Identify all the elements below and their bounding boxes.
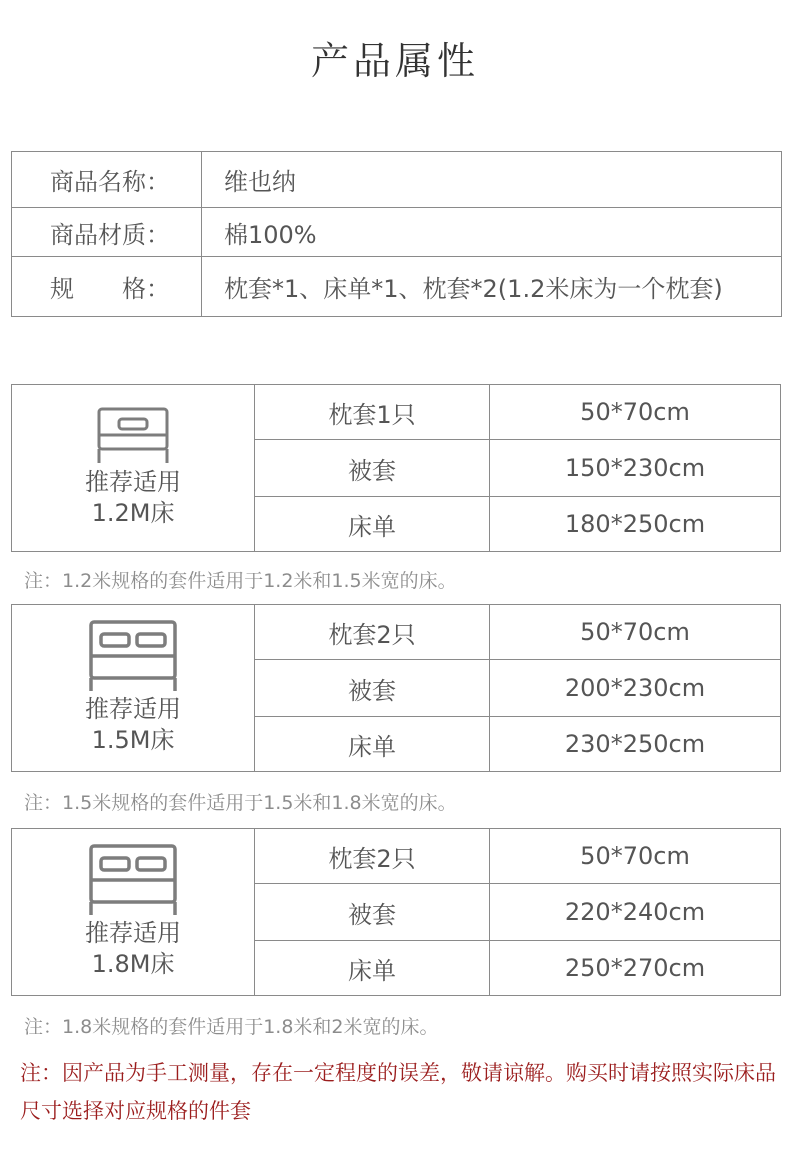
- item-dimension: 150*230cm: [490, 440, 781, 497]
- page-title: 产品属性: [310, 39, 479, 83]
- item-dimension: 230*250cm: [490, 717, 781, 772]
- item-dimension: 200*230cm: [490, 660, 781, 717]
- bed-size-label: 1.5M床: [91, 726, 175, 754]
- spec-note: 注：1.8米规格的套件适用于1.8米和2米宽的床。: [24, 1016, 439, 1038]
- attribute-row: [12, 208, 782, 257]
- spec-table: [11, 828, 781, 996]
- double-bed-icon: [87, 620, 179, 694]
- spec-block-1-2m: [11, 384, 781, 552]
- item-name: 被套: [255, 440, 490, 497]
- recommend-label: 推荐适用: [85, 919, 181, 947]
- attribute-key: 商品名称：: [12, 152, 202, 208]
- double-bed-icon: [87, 844, 179, 918]
- bed-cell: [12, 829, 255, 996]
- item-name: 枕套2只: [255, 605, 490, 660]
- recommend-label: 推荐适用: [85, 695, 181, 723]
- attribute-key: 商品材质：: [12, 208, 202, 257]
- item-dimension: 180*250cm: [490, 497, 781, 552]
- attribute-table: [11, 151, 782, 317]
- spec-block-1-5m: [11, 604, 781, 772]
- item-dimension: 50*70cm: [490, 605, 781, 660]
- bed-size-label: 1.8M床: [91, 950, 175, 978]
- bed-size-label: 1.2M床: [91, 499, 175, 527]
- item-name: 被套: [255, 884, 490, 941]
- item-name: 枕套1只: [255, 385, 490, 440]
- spec-block-1-8m: [11, 828, 781, 996]
- item-name: 被套: [255, 660, 490, 717]
- attribute-value: 枕套*1、床单*1、枕套*2(1.2米床为一个枕套): [202, 257, 782, 317]
- attribute-value: 维也纳: [202, 152, 782, 208]
- bed-cell: [12, 385, 255, 552]
- spec-table: [11, 384, 781, 552]
- item-dimension: 50*70cm: [490, 829, 781, 884]
- attribute-row: [12, 152, 782, 208]
- item-name: 枕套2只: [255, 829, 490, 884]
- spec-note: 注：1.2米规格的套件适用于1.2米和1.5米宽的床。: [24, 570, 457, 592]
- single-bed-icon: [95, 407, 171, 467]
- spec-table: [11, 604, 781, 772]
- attribute-value: 棉100%: [202, 208, 782, 257]
- item-name: 床单: [255, 497, 490, 552]
- measurement-warning: 注：因产品为手工测量，存在一定程度的误差，敬请谅解。购买时请按照实际床品尺寸选择对应规格的件套: [20, 1061, 776, 1123]
- item-dimension: 250*270cm: [490, 941, 781, 996]
- attribute-key: 规 格：: [12, 257, 202, 317]
- item-dimension: 220*240cm: [490, 884, 781, 941]
- item-name: 床单: [255, 717, 490, 772]
- spec-note: 注：1.5米规格的套件适用于1.5米和1.8米宽的床。: [24, 792, 457, 814]
- attribute-row: [12, 257, 782, 317]
- item-name: 床单: [255, 941, 490, 996]
- item-dimension: 50*70cm: [490, 385, 781, 440]
- recommend-label: 推荐适用: [85, 468, 181, 496]
- bed-cell: [12, 605, 255, 772]
